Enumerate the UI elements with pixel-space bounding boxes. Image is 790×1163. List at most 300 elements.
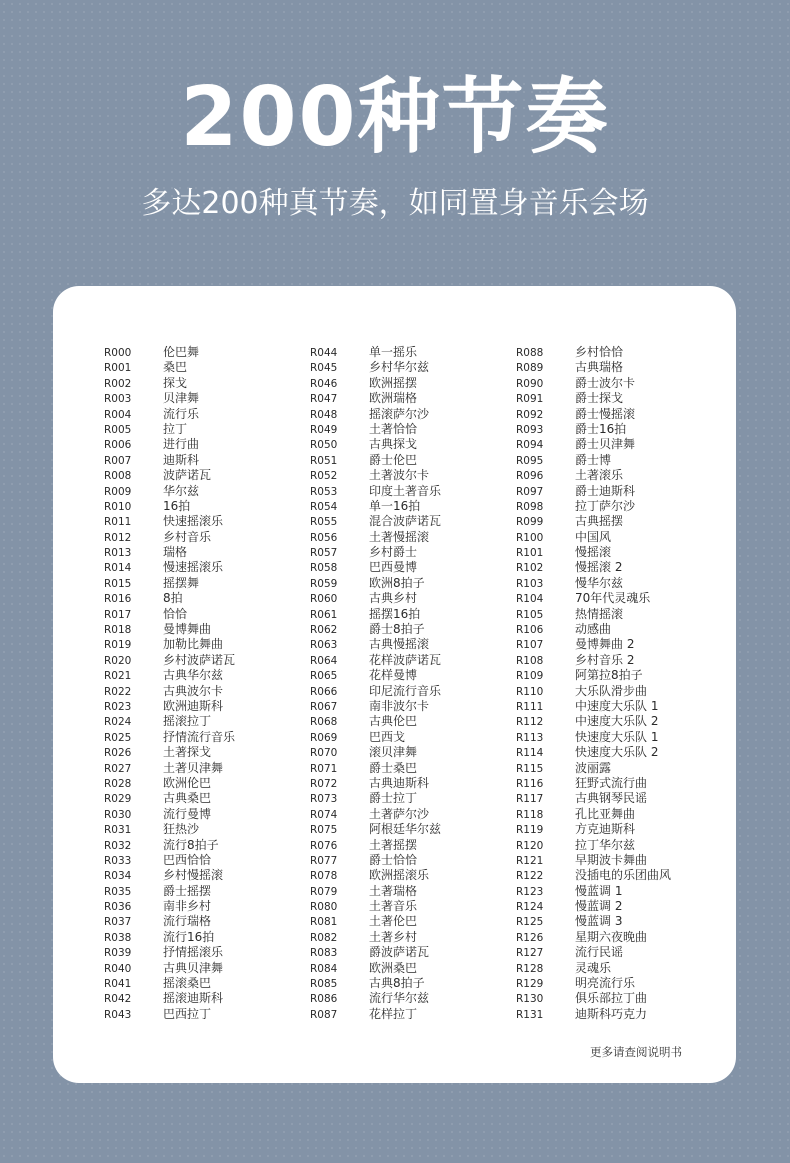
rhythm-name: 进行曲: [163, 437, 200, 452]
rhythm-code: R059: [310, 577, 338, 590]
rhythm-name: 土著音乐: [369, 899, 418, 914]
rhythm-name: 古典探戈: [369, 437, 418, 452]
rhythm-code: R123: [516, 885, 544, 898]
rhythm-name: 加勒比舞曲: [163, 637, 224, 652]
rhythm-code: R108: [516, 654, 544, 667]
rhythm-code: R122: [516, 870, 544, 883]
rhythm-code: R090: [516, 377, 544, 390]
rhythm-code: R036: [104, 901, 132, 914]
rhythm-name: 古典贝津舞: [163, 960, 224, 975]
rhythm-code: R080: [310, 901, 338, 914]
rhythm-name: 印尼流行音乐: [369, 683, 442, 698]
rhythm-code: R068: [310, 716, 338, 729]
rhythm-code: R025: [104, 731, 132, 744]
rhythm-row: [310, 374, 441, 389]
rhythm-row: [310, 651, 441, 666]
rhythm-name: 慢蓝调 1: [575, 883, 623, 898]
rhythm-row: [516, 851, 671, 866]
rhythm-name: 慢摇滚 2: [575, 560, 623, 575]
rhythm-row: [310, 697, 441, 712]
rhythm-row: [104, 928, 235, 943]
rhythm-code: R012: [104, 531, 132, 544]
rhythm-name: 抒情流行音乐: [163, 729, 236, 744]
rhythm-row: [104, 374, 235, 389]
rhythm-name: 波萨诺瓦: [163, 468, 212, 483]
rhythm-code: R099: [516, 516, 544, 529]
rhythm-row: [104, 558, 235, 573]
rhythm-row: [310, 974, 441, 989]
rhythm-row: [310, 882, 441, 897]
rhythm-code: R031: [104, 824, 132, 837]
rhythm-code: R028: [104, 777, 132, 790]
rhythm-code: R084: [310, 962, 338, 975]
rhythm-name: 欧洲桑巴: [369, 960, 418, 975]
rhythm-name: 中速度大乐队 2: [575, 714, 659, 729]
rhythm-name: 流行曼博: [163, 806, 212, 821]
rhythm-code: R066: [310, 685, 338, 698]
rhythm-code: R095: [516, 454, 544, 467]
rhythm-name: 快速度大乐队 2: [575, 745, 659, 760]
rhythm-row: [516, 682, 671, 697]
rhythm-code: R047: [310, 393, 338, 406]
rhythm-row: [516, 866, 671, 881]
manual-footnote: 更多请查阅说明书: [590, 1045, 682, 1059]
rhythm-name: 混合波萨诺瓦: [369, 514, 442, 529]
rhythm-code: R056: [310, 531, 338, 544]
rhythm-name: 瑞格: [163, 545, 188, 560]
rhythm-code: R130: [516, 993, 544, 1006]
rhythm-code: R026: [104, 747, 132, 760]
rhythm-row: [104, 759, 235, 774]
rhythm-code: R074: [310, 808, 338, 821]
rhythm-name: 流行乐: [163, 406, 200, 421]
rhythm-name: 阿第拉8拍子: [575, 668, 643, 683]
rhythm-name: 抒情摇滚乐: [163, 945, 224, 960]
rhythm-row: [104, 482, 235, 497]
rhythm-code: R009: [104, 485, 132, 498]
rhythm-code: R018: [104, 624, 132, 637]
rhythm-name: 土著探戈: [163, 745, 212, 760]
rhythm-name: 波丽露: [575, 760, 612, 775]
rhythm-name: 古典摇摆: [575, 514, 624, 529]
rhythm-name: 南非乡村: [163, 899, 212, 914]
rhythm-name: 方克迪斯科: [575, 822, 636, 837]
rhythm-code: R109: [516, 670, 544, 683]
rhythm-code: R020: [104, 654, 132, 667]
rhythm-name: 爵士16拍: [575, 421, 627, 436]
rhythm-row: [310, 512, 441, 527]
rhythm-code: R048: [310, 408, 338, 421]
rhythm-row: [104, 989, 235, 1004]
rhythm-row: [516, 989, 671, 1004]
rhythm-row: [516, 974, 671, 989]
rhythm-code: R008: [104, 470, 132, 483]
rhythm-code: R127: [516, 947, 544, 960]
rhythm-code: R102: [516, 562, 544, 575]
rhythm-row: [104, 635, 235, 650]
rhythm-row: [516, 928, 671, 943]
rhythm-name: 摇滚萨尔沙: [369, 406, 430, 421]
rhythm-name: 土著恰恰: [369, 421, 418, 436]
rhythm-name: 古典桑巴: [163, 791, 212, 806]
rhythm-name: 星期六夜晚曲: [575, 929, 648, 944]
rhythm-code: R019: [104, 639, 132, 652]
rhythm-code: R010: [104, 500, 132, 513]
rhythm-name: 爵士恰恰: [369, 852, 418, 867]
rhythm-name: 阿根廷华尔兹: [369, 822, 442, 837]
rhythm-name: 古典乡村: [369, 591, 418, 606]
rhythm-code: R075: [310, 824, 338, 837]
rhythm-code: R089: [516, 362, 544, 375]
rhythm-code: R058: [310, 562, 338, 575]
rhythm-row: [104, 820, 235, 835]
rhythm-name: 爵士8拍子: [369, 622, 425, 637]
rhythm-code: R112: [516, 716, 544, 729]
rhythm-row: [310, 866, 441, 881]
rhythm-row: [104, 405, 235, 420]
rhythm-name: 土著伦巴: [369, 914, 418, 929]
rhythm-code: R087: [310, 1008, 338, 1021]
rhythm-row: [310, 451, 441, 466]
rhythm-row: [104, 620, 235, 635]
rhythm-row: [104, 697, 235, 712]
rhythm-name: 拉丁萨尔沙: [575, 498, 636, 513]
rhythm-code: R113: [516, 731, 544, 744]
rhythm-code: R125: [516, 916, 544, 929]
rhythm-row: [516, 343, 671, 358]
rhythm-code: R119: [516, 824, 544, 837]
rhythm-row: [104, 743, 235, 758]
rhythm-name: 摇摆舞: [163, 575, 200, 590]
rhythm-name: 土著慢摇滚: [369, 529, 430, 544]
rhythm-name: 慢华尔兹: [575, 575, 624, 590]
rhythm-row: [516, 374, 671, 389]
rhythm-row: [310, 528, 441, 543]
rhythm-name: 巴西曼博: [369, 560, 418, 575]
rhythm-name: 爵士探戈: [575, 391, 624, 406]
rhythm-code: R017: [104, 608, 132, 621]
rhythm-row: [516, 805, 671, 820]
rhythm-row: [310, 774, 441, 789]
rhythm-name: 土著贝津舞: [163, 760, 224, 775]
rhythm-row: [104, 651, 235, 666]
rhythm-row: [310, 605, 441, 620]
rhythm-name: 灵魂乐: [575, 960, 612, 975]
rhythm-name: 古典8拍子: [369, 976, 425, 991]
rhythm-code: R104: [516, 593, 544, 606]
rhythm-row: [310, 943, 441, 958]
rhythm-name: 中速度大乐队 1: [575, 698, 659, 713]
rhythm-row: [516, 405, 671, 420]
rhythm-code: R023: [104, 700, 132, 713]
rhythm-code: R030: [104, 808, 132, 821]
rhythm-row: [516, 836, 671, 851]
rhythm-row: [516, 789, 671, 804]
rhythm-row: [516, 635, 671, 650]
rhythm-code: R033: [104, 854, 132, 867]
rhythm-name: 迪斯科巧克力: [575, 1006, 648, 1021]
rhythm-row: [104, 897, 235, 912]
rhythm-row: [310, 728, 441, 743]
rhythm-code: R072: [310, 777, 338, 790]
rhythm-code: R097: [516, 485, 544, 498]
rhythm-code: R013: [104, 547, 132, 560]
rhythm-code: R117: [516, 793, 544, 806]
rhythm-code: R044: [310, 347, 338, 359]
rhythm-row: [310, 959, 441, 974]
rhythm-code: R079: [310, 885, 338, 898]
rhythm-row: [104, 466, 235, 481]
rhythm-name: 流行华尔兹: [369, 991, 430, 1006]
rhythm-row: [310, 574, 441, 589]
rhythm-name: 花样波萨诺瓦: [369, 652, 442, 667]
rhythm-name: 慢蓝调 3: [575, 914, 623, 929]
rhythm-name: 贝津舞: [163, 391, 200, 406]
page-subtitle: 多达200种真节奏，如同置身音乐会场: [141, 186, 649, 221]
rhythm-row: [516, 512, 671, 527]
rhythm-code: R052: [310, 470, 338, 483]
rhythm-code: R093: [516, 423, 544, 436]
rhythm-code: R029: [104, 793, 132, 806]
rhythm-row: [310, 620, 441, 635]
page-title: 200种节奏: [180, 70, 610, 165]
rhythm-column-3: [516, 343, 671, 1020]
rhythm-name: 土著乡村: [369, 929, 418, 944]
rhythm-row: [104, 851, 235, 866]
rhythm-name: 土著瑞格: [369, 883, 418, 898]
rhythm-name: 爵士波尔卡: [575, 375, 636, 390]
rhythm-name: 快速摇滚乐: [163, 514, 224, 529]
rhythm-column-1: [104, 343, 235, 1020]
rhythm-name: 乡村慢摇滚: [163, 868, 224, 883]
rhythm-code: R092: [516, 408, 544, 421]
rhythm-code: R039: [104, 947, 132, 960]
rhythm-row: [310, 897, 441, 912]
rhythm-code: R128: [516, 962, 544, 975]
rhythm-name: 迪斯科: [163, 452, 200, 467]
rhythm-name: 花样拉丁: [369, 1006, 418, 1021]
rhythm-code: R091: [516, 393, 544, 406]
rhythm-code: R064: [310, 654, 338, 667]
rhythm-row: [516, 759, 671, 774]
rhythm-row: [310, 558, 441, 573]
rhythm-code: R005: [104, 423, 132, 436]
rhythm-name: 狂野式流行曲: [575, 775, 648, 790]
rhythm-code: R045: [310, 362, 338, 375]
rhythm-row: [104, 389, 235, 404]
rhythm-name: 爵士贝津舞: [575, 437, 636, 452]
rhythm-row: [516, 589, 671, 604]
rhythm-name: 土著滚乐: [575, 468, 624, 483]
rhythm-row: [104, 912, 235, 927]
rhythm-row: [310, 466, 441, 481]
rhythm-name: 孔比亚舞曲: [575, 806, 636, 821]
rhythm-row: [104, 682, 235, 697]
rhythm-row: [104, 805, 235, 820]
rhythm-row: [516, 912, 671, 927]
rhythm-name: 曼博舞曲: [163, 622, 212, 637]
rhythm-row: [104, 435, 235, 450]
rhythm-name: 爵士慢摇滚: [575, 406, 636, 421]
rhythm-name: 单一16拍: [369, 498, 421, 513]
rhythm-name: 流行8拍子: [163, 837, 219, 852]
rhythm-row: [104, 959, 235, 974]
rhythm-code: R053: [310, 485, 338, 498]
rhythm-row: [104, 1005, 235, 1020]
rhythm-row: [310, 1005, 441, 1020]
rhythm-code: R040: [104, 962, 132, 975]
rhythm-name: 古典伦巴: [369, 714, 418, 729]
rhythm-code: R057: [310, 547, 338, 560]
rhythm-name: 巴西戈: [369, 729, 406, 744]
rhythm-code: R006: [104, 439, 132, 452]
rhythm-name: 慢蓝调 2: [575, 899, 623, 914]
rhythm-row: [516, 451, 671, 466]
rhythm-row: [104, 666, 235, 681]
rhythm-code: R011: [104, 516, 132, 529]
rhythm-name: 大乐队滑步曲: [575, 683, 648, 698]
rhythm-code: R060: [310, 593, 338, 606]
rhythm-row: [104, 358, 235, 373]
rhythm-row: [516, 620, 671, 635]
rhythm-row: [310, 912, 441, 927]
rhythm-row: [516, 497, 671, 512]
rhythm-row: [310, 805, 441, 820]
rhythm-row: [516, 482, 671, 497]
rhythm-row: [104, 728, 235, 743]
rhythm-code: R035: [104, 885, 132, 898]
rhythm-row: [104, 528, 235, 543]
rhythm-name: 曼博舞曲 2: [575, 637, 635, 652]
rhythm-row: [310, 989, 441, 1004]
rhythm-row: [104, 789, 235, 804]
rhythm-row: [104, 574, 235, 589]
rhythm-name: 欧洲摇摆: [369, 375, 418, 390]
rhythm-row: [104, 712, 235, 727]
rhythm-name: 滚贝津舞: [369, 745, 418, 760]
rhythm-name: 拉丁: [163, 421, 188, 436]
rhythm-row: [310, 358, 441, 373]
rhythm-code: R050: [310, 439, 338, 452]
rhythm-name: 明亮流行乐: [575, 976, 636, 991]
rhythm-code: R082: [310, 931, 338, 944]
rhythm-code: R085: [310, 978, 338, 991]
rhythm-code: R106: [516, 624, 544, 637]
rhythm-name: 古典华尔兹: [163, 668, 224, 683]
rhythm-name: 慢摇滚: [575, 545, 612, 560]
rhythm-code: R051: [310, 454, 338, 467]
rhythm-code: R100: [516, 531, 544, 544]
rhythm-row: [310, 743, 441, 758]
rhythm-row: [104, 497, 235, 512]
rhythm-code: R063: [310, 639, 338, 652]
rhythm-code: R110: [516, 685, 544, 698]
rhythm-code: R043: [104, 1008, 132, 1021]
rhythm-name: 爵波萨诺瓦: [369, 945, 430, 960]
rhythm-row: [104, 589, 235, 604]
rhythm-name: 爵士伦巴: [369, 452, 418, 467]
rhythm-row: [516, 1005, 671, 1020]
rhythm-row: [516, 466, 671, 481]
rhythm-name: 古典波尔卡: [163, 683, 224, 698]
rhythm-name: 16拍: [163, 498, 191, 513]
rhythm-row: [104, 451, 235, 466]
rhythm-name: 欧洲8拍子: [369, 575, 425, 590]
rhythm-code: R105: [516, 608, 544, 621]
rhythm-code: R065: [310, 670, 338, 683]
rhythm-code: R073: [310, 793, 338, 806]
rhythm-code: R022: [104, 685, 132, 698]
rhythm-row: [516, 389, 671, 404]
rhythm-row: [516, 697, 671, 712]
rhythm-row: [104, 882, 235, 897]
rhythm-row: [516, 820, 671, 835]
rhythm-code: R103: [516, 577, 544, 590]
rhythm-name: 古典迪斯科: [369, 775, 430, 790]
rhythm-name: 乡村波萨诺瓦: [163, 652, 236, 667]
rhythm-code: R077: [310, 854, 338, 867]
rhythm-code: R003: [104, 393, 132, 406]
rhythm-code: R049: [310, 423, 338, 436]
rhythm-row: [516, 605, 671, 620]
rhythm-row: [310, 928, 441, 943]
rhythm-name: 古典钢琴民谣: [575, 791, 648, 806]
rhythm-row: [516, 651, 671, 666]
rhythm-code: R101: [516, 547, 544, 560]
rhythm-name: 恰恰: [163, 606, 188, 621]
rhythm-row: [310, 836, 441, 851]
rhythm-code: R118: [516, 808, 544, 821]
rhythm-name: 欧洲伦巴: [163, 775, 212, 790]
rhythm-name: 70年代灵魂乐: [575, 591, 651, 606]
rhythm-row: [516, 543, 671, 558]
rhythm-code: R000: [104, 347, 132, 359]
rhythm-code: R129: [516, 978, 544, 991]
rhythm-name: 土著摇摆: [369, 837, 418, 852]
rhythm-name: 土著萨尔沙: [369, 806, 430, 821]
rhythm-code: R069: [310, 731, 338, 744]
rhythm-name: 乡村恰恰: [575, 345, 624, 359]
rhythm-name: 单一摇乐: [369, 345, 418, 359]
rhythm-name: 狂热沙: [163, 822, 200, 837]
rhythm-code: R083: [310, 947, 338, 960]
rhythm-row: [104, 866, 235, 881]
rhythm-name: 桑巴: [163, 360, 188, 375]
rhythm-row: [516, 743, 671, 758]
rhythm-name: 流行16拍: [163, 929, 215, 944]
rhythm-list-card: [53, 286, 736, 1083]
rhythm-code: R001: [104, 362, 132, 375]
rhythm-row: [516, 897, 671, 912]
rhythm-row: [516, 358, 671, 373]
rhythm-row: [104, 943, 235, 958]
rhythm-row: [104, 774, 235, 789]
rhythm-name: 摇滚桑巴: [163, 976, 212, 991]
rhythm-name: 欧洲瑞格: [369, 391, 418, 406]
rhythm-row: [310, 497, 441, 512]
rhythm-code: R055: [310, 516, 338, 529]
rhythm-code: R071: [310, 762, 338, 775]
rhythm-code: R024: [104, 716, 132, 729]
rhythm-code: R114: [516, 747, 544, 760]
rhythm-row: [516, 528, 671, 543]
rhythm-row: [516, 728, 671, 743]
rhythm-code: R115: [516, 762, 544, 775]
rhythm-code: R076: [310, 839, 338, 852]
rhythm-name: 乡村音乐: [163, 529, 212, 544]
rhythm-row: [516, 959, 671, 974]
rhythm-name: 爵士拉丁: [369, 791, 418, 806]
